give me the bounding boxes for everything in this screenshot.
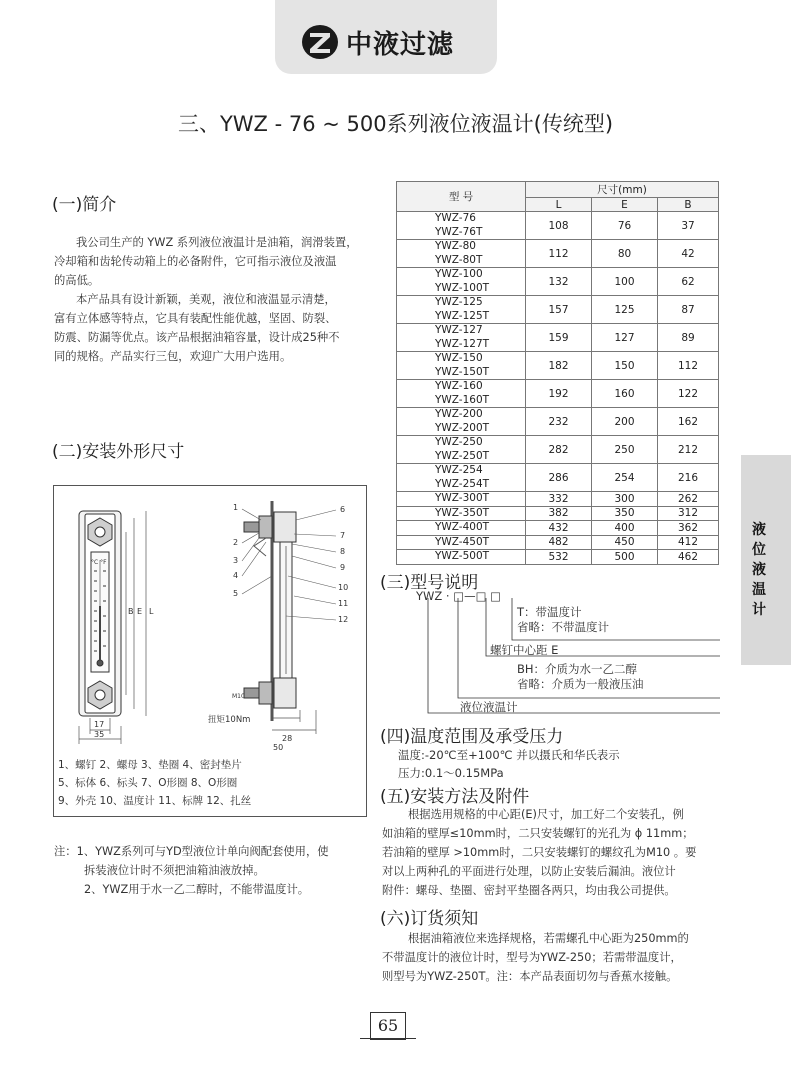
dim-b-label: B [128, 607, 134, 616]
table-cell-model [397, 550, 526, 565]
callout-7: 7 [340, 531, 346, 540]
mount-line: 如油箱的壁厚≤10mm时，二只安装螺钉的光孔为 ϕ 11mm； [382, 827, 694, 840]
table-cell-b: 412 [658, 535, 719, 550]
callout-4: 4 [233, 571, 239, 580]
table-cell-l: 192 [526, 380, 592, 408]
model-name: YWZ-250 [435, 436, 483, 448]
table-cell-b: 216 [658, 464, 719, 492]
suffix-t-desc [517, 605, 609, 635]
table-cell-e: 80 [592, 240, 658, 268]
model-name: YWZ-80 [435, 240, 476, 252]
intro-line: 冷却箱和齿轮传动箱上的必备附件，它可指示液位及液温 [54, 255, 337, 268]
pressure-line: 压力:0.1～0.15MPa [398, 766, 504, 780]
callout-3: 3 [233, 556, 239, 565]
table-cell-l: 432 [526, 521, 592, 536]
model-name: YWZ-254 [435, 464, 483, 476]
front-view [79, 511, 146, 744]
table-cell-model [397, 464, 526, 492]
model-name: YWZ-160T [435, 393, 490, 406]
table-cell-l: 382 [526, 506, 592, 521]
note-line: 注：1、YWZ系列可与YD型液位计单向阀配套使用，使 [54, 845, 329, 858]
order-line: 则型号为YWZ-250T。注：本产品表面切勿与香蕉水接触。 [382, 970, 678, 983]
table-cell-e: 450 [592, 535, 658, 550]
table-cell-e: 250 [592, 436, 658, 464]
model-name: YWZ-100T [435, 281, 490, 294]
table-cell-e: 76 [592, 212, 658, 240]
table-cell-model [397, 521, 526, 536]
table-row [397, 464, 719, 492]
suffix-bh-desc [517, 662, 644, 692]
spec-table [396, 181, 719, 565]
model-name: YWZ-500T [435, 550, 490, 562]
table-row [397, 324, 719, 352]
torque-label: 扭矩10Nm [208, 715, 251, 725]
notes [54, 842, 374, 899]
table-cell-model [397, 506, 526, 521]
intro-line: 本产品具有设计新颖，美观，液位和液温显示清楚， [76, 293, 336, 306]
table-row [397, 492, 719, 507]
table-header-l: L [526, 198, 592, 212]
side-view [242, 501, 336, 734]
table-row [397, 521, 719, 536]
table-cell-b: 62 [658, 268, 719, 296]
model-name: YWZ-76 [435, 212, 476, 224]
callout-9: 9 [340, 563, 346, 572]
table-cell-model [397, 492, 526, 507]
intro-text [54, 233, 394, 366]
callout-2: 2 [233, 538, 239, 547]
table-cell-model [397, 268, 526, 296]
bh-line: 省略：介质为一般液压油 [517, 677, 644, 691]
note-line: 拆装液位计时不须把油箱油液放掉。 [84, 864, 265, 877]
table-cell-model [397, 408, 526, 436]
table-row [397, 550, 719, 565]
callout-12: 12 [338, 615, 349, 624]
mount-line: 附件：螺母、垫圈、密封平垫圈各两只，均由我公司提供。 [382, 884, 676, 897]
table-cell-e: 100 [592, 268, 658, 296]
table-cell-b: 89 [658, 324, 719, 352]
m10-label: M10 [232, 693, 245, 700]
table-cell-model [397, 352, 526, 380]
model-name: YWZ-80T [435, 253, 483, 266]
mount-line: 若油箱的壁厚 >10mm时，二只安装螺钉的螺纹孔为M10 。要 [382, 846, 697, 859]
legend-line: 1、螺钉 2、螺母 3、垫圈 4、密封垫片 [58, 759, 242, 771]
page-number: 65 [370, 1012, 406, 1040]
order-heading: (六)订货须知 [380, 909, 479, 929]
table-row [397, 535, 719, 550]
model-code: YWZ · □—□ □ [416, 589, 501, 603]
temp-heading: (四)温度范围及承受压力 [380, 727, 564, 747]
table-cell-model [397, 240, 526, 268]
order-line: 根据油箱液位来选择规格，若需螺孔中心距为250mm的 [408, 932, 689, 945]
table-cell-model [397, 380, 526, 408]
table-cell-b: 262 [658, 492, 719, 507]
side-tab-char: 液 [752, 562, 766, 578]
page-title: 三、YWZ - 76 ~ 500系列液位液温计(传统型) [177, 112, 614, 136]
callout-1: 1 [233, 503, 239, 512]
model-name: YWZ-125 [435, 296, 483, 308]
table-cell-e: 500 [592, 550, 658, 565]
t-line: T：带温度计 [517, 605, 582, 619]
table-cell-l: 232 [526, 408, 592, 436]
base-desc: 液位液温计 [460, 700, 518, 714]
side-tab-char: 位 [752, 542, 766, 558]
table-row [397, 436, 719, 464]
table-cell-l: 532 [526, 550, 592, 565]
model-name: YWZ-300T [435, 492, 490, 504]
table-cell-l: 286 [526, 464, 592, 492]
intro-line: 防震、防漏等优点。该产品根据油箱容量，设计成25种不 [54, 331, 340, 344]
dim-35-label: 35 [94, 730, 105, 739]
order-text [382, 929, 734, 986]
table-header-size: 尺寸(mm) [526, 182, 719, 198]
page-number-underline [360, 1038, 416, 1039]
legend-line: 5、标体 6、标头 7、O形圈 8、O形圈 [58, 777, 238, 789]
table-cell-l: 132 [526, 268, 592, 296]
diagram-legend [58, 756, 251, 810]
model-desc-heading: (三)型号说明 [380, 573, 479, 593]
table-cell-b: 212 [658, 436, 719, 464]
dim-e-label: E [137, 607, 143, 616]
table-cell-b: 312 [658, 506, 719, 521]
table-cell-e: 254 [592, 464, 658, 492]
temp-line: 温度:-20℃至+100℃ 并以摄氏和华氏表示 [398, 748, 620, 762]
temp-text [398, 746, 620, 782]
table-row [397, 352, 719, 380]
model-name: YWZ-200 [435, 408, 483, 420]
intro-line: 的高低。 [54, 274, 100, 287]
model-name: YWZ-400T [435, 521, 490, 533]
table-cell-l: 112 [526, 240, 592, 268]
side-tab-char: 温 [752, 582, 766, 598]
model-name: YWZ-350T [435, 506, 490, 519]
model-name: YWZ-76T [435, 225, 483, 238]
table-cell-e: 350 [592, 506, 658, 521]
table-cell-e: 400 [592, 521, 658, 536]
model-name: YWZ-127 [435, 324, 483, 336]
side-tab-char: 计 [752, 602, 766, 618]
table-row [397, 296, 719, 324]
legend-line: 9、外壳 10、温度计 11、标牌 12、扎丝 [58, 795, 252, 807]
table-cell-b: 87 [658, 296, 719, 324]
model-name: YWZ-150 [435, 352, 483, 364]
table-cell-l: 282 [526, 436, 592, 464]
table-cell-model [397, 296, 526, 324]
intro-line: 同的规格。产品实行三包，欢迎广大用户选用。 [54, 350, 292, 363]
table-cell-b: 462 [658, 550, 719, 565]
table-cell-model [397, 324, 526, 352]
mount-line: 根据选用规格的中心距(E)尺寸，加工好二个安装孔，例 [408, 808, 684, 821]
callout-5: 5 [233, 589, 239, 598]
table-cell-l: 182 [526, 352, 592, 380]
table-row [397, 408, 719, 436]
model-name: YWZ-450T [435, 535, 490, 548]
table-cell-e: 127 [592, 324, 658, 352]
install-heading: (二)安装外形尺寸 [52, 442, 185, 462]
table-row [397, 240, 719, 268]
model-name: YWZ-200T [435, 421, 490, 434]
note-line: 2、YWZ用于水一乙二醇时，不能带温度计。 [84, 883, 310, 896]
model-name: YWZ-150T [435, 365, 490, 378]
table-header-model: 型 号 [397, 182, 526, 212]
callout-10: 10 [338, 583, 349, 592]
intro-line: 富有立体感等特点，它具有装配性能优越，坚固、防裂、 [54, 312, 337, 325]
t-line: 省略：不带温度计 [517, 620, 609, 634]
callout-6: 6 [340, 505, 346, 514]
dim-l-label: L [149, 607, 154, 616]
table-cell-e: 200 [592, 408, 658, 436]
table-row [397, 212, 719, 240]
side-tab-char: 液 [752, 522, 766, 538]
table-cell-model [397, 436, 526, 464]
table-row [397, 380, 719, 408]
table-cell-b: 362 [658, 521, 719, 536]
dim-28-label: 28 [282, 734, 293, 743]
table-cell-l: 332 [526, 492, 592, 507]
e-desc: 螺钉中心距 E [490, 643, 559, 657]
table-cell-b: 37 [658, 212, 719, 240]
table-cell-b: 162 [658, 408, 719, 436]
table-cell-l: 482 [526, 535, 592, 550]
installation-diagram [53, 485, 367, 817]
mount-line: 对以上两种孔的平面进行处理，以防止安装后漏油。液位计 [382, 865, 676, 878]
model-name: YWZ-125T [435, 309, 490, 322]
table-header-e: E [592, 198, 658, 212]
model-name: YWZ-160 [435, 380, 483, 392]
intro-heading: (一)简介 [52, 195, 117, 215]
scale-label: °C °F [91, 559, 107, 566]
model-name: YWZ-127T [435, 337, 490, 350]
logo-text: 中液过滤 [346, 30, 455, 60]
mount-text [382, 805, 734, 900]
table-row [397, 506, 719, 521]
bh-line: BH：介质为水一乙二醇 [517, 662, 638, 676]
model-name: YWZ-254T [435, 477, 490, 490]
model-name: YWZ-100 [435, 268, 483, 280]
table-header-b: B [658, 198, 719, 212]
table-cell-e: 125 [592, 296, 658, 324]
dim-17-label: 17 [94, 720, 105, 729]
intro-line: 我公司生产的 YWZ 系列液位液温计是油箱，润滑装置， [76, 236, 358, 249]
table-cell-e: 300 [592, 492, 658, 507]
table-cell-e: 160 [592, 380, 658, 408]
table-row [397, 268, 719, 296]
table-cell-l: 108 [526, 212, 592, 240]
callout-8: 8 [340, 547, 346, 556]
table-cell-l: 157 [526, 296, 592, 324]
table-cell-l: 159 [526, 324, 592, 352]
table-cell-model [397, 535, 526, 550]
table-cell-b: 122 [658, 380, 719, 408]
table-cell-b: 42 [658, 240, 719, 268]
table-cell-b: 112 [658, 352, 719, 380]
table-cell-model [397, 212, 526, 240]
logo-z-icon [300, 22, 340, 62]
mount-heading: (五)安装方法及附件 [380, 787, 530, 807]
callout-11: 11 [338, 599, 349, 608]
model-name: YWZ-250T [435, 449, 490, 462]
table-cell-e: 150 [592, 352, 658, 380]
dim-50-label: 50 [273, 743, 284, 752]
side-tab-label [752, 520, 768, 620]
order-line: 不带温度计的液位计时，型号为YWZ-250；若需带温度计， [382, 951, 682, 964]
